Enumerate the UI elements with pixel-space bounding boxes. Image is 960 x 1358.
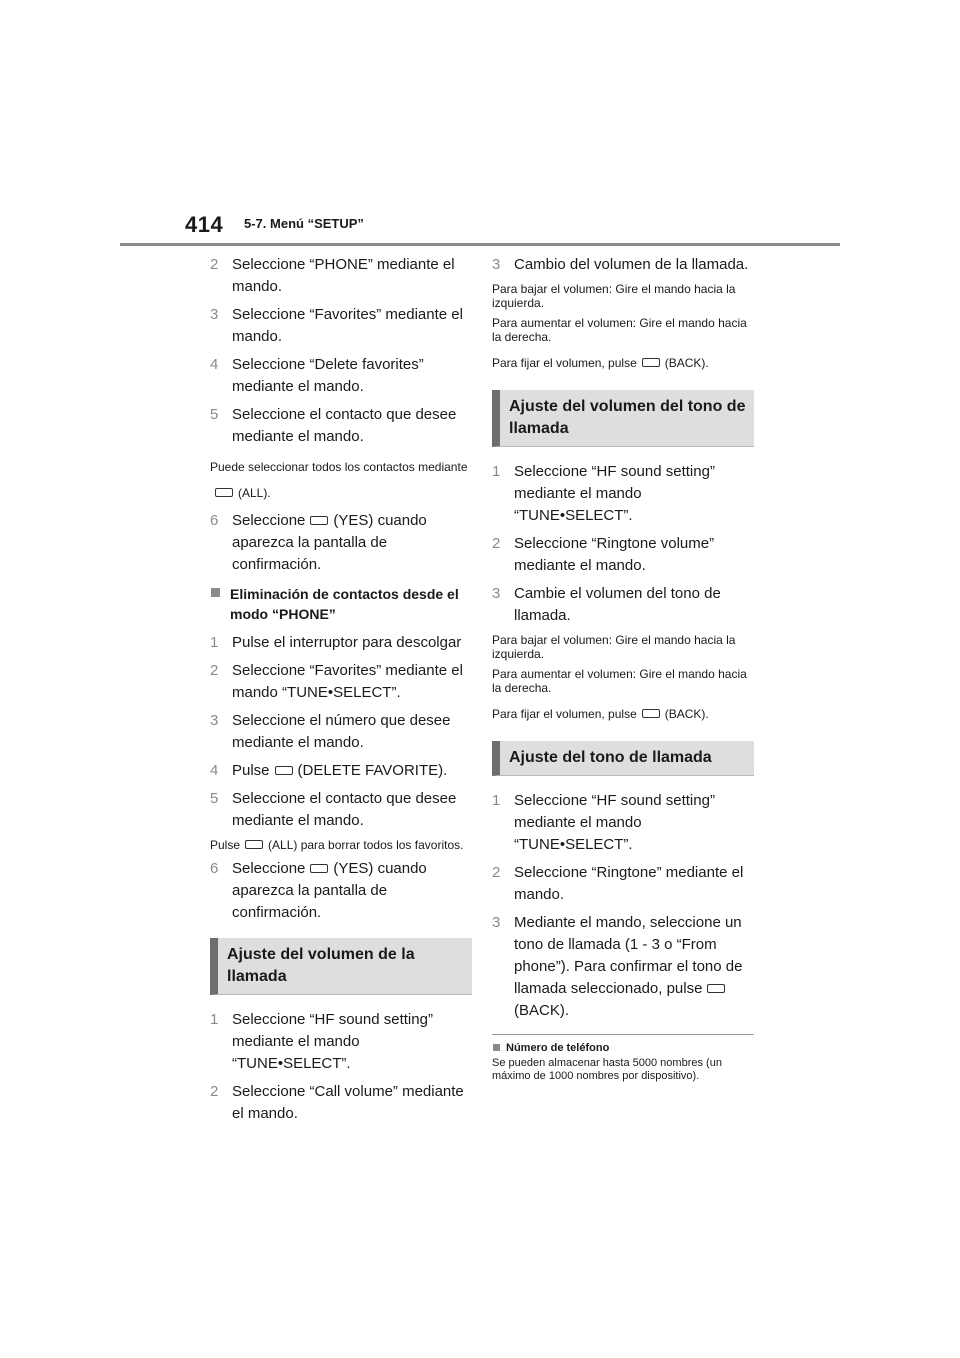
screen-button-icon (275, 766, 293, 775)
page-number: 414 (185, 212, 224, 237)
step-2: 2 Seleccione “Ringtone volume” mediante el mando. (492, 535, 715, 574)
note-delete-all: Pulse (ALL) para borrar todos los favoritos. (210, 838, 464, 852)
note-set-volume: Para fijar el volumen, pulse (BACK). (492, 707, 709, 721)
step-6: 6 Seleccione (YES) cuando aparezca la pantalla de confirmación. (210, 512, 427, 573)
subheading-phone-mode: Eliminación de contactos desde el modo “PHONE” (210, 584, 472, 624)
step-1: 1 Seleccione “HF sound setting” mediante el mando “TUNE•SELECT”. (492, 792, 715, 853)
section-title: 5-7. Menú “SETUP” (244, 216, 364, 231)
note-volume-down: Para bajar el volumen: Gire el mando hacia la izquierda. (492, 633, 736, 661)
screen-button-icon (310, 864, 328, 873)
note-phone-number-body: Se pueden almacenar hasta 5000 nombres (un máximo de 1000 nombres por dispositivo). (492, 1057, 722, 1082)
step-1: 1 Pulse el interruptor para descolgar (210, 634, 462, 651)
step-3: 3 Seleccione el número que desee mediante el mando. (210, 712, 451, 751)
step-5: 5 Seleccione el contacto que desee mediante el mando. (210, 790, 457, 829)
step-1: 1 Seleccione “HF sound setting” mediante el mando “TUNE•SELECT”. (492, 463, 715, 524)
step-2: 2 Seleccione “PHONE” mediante el mando. (210, 256, 455, 295)
screen-button-icon (642, 709, 660, 718)
step-6: 6 Seleccione (YES) cuando aparezca la pantalla de confirmación. (210, 860, 427, 921)
heading-ringtone: Ajuste del tono de llamada (492, 741, 754, 776)
step-1: 1 Seleccione “HF sound setting” mediante el mando “TUNE•SELECT”. (210, 1011, 433, 1072)
note-phone-number-heading: Número de teléfono (492, 1041, 754, 1055)
step-2: 2 Seleccione “Call volume” mediante el mando. (210, 1083, 464, 1122)
heading-call-volume: Ajuste del volumen de la llamada (210, 938, 472, 995)
square-bullet-icon (493, 1044, 500, 1051)
header-rule (120, 243, 840, 246)
note-divider (492, 1034, 754, 1035)
screen-button-icon (215, 488, 233, 497)
note-volume-up: Para aumentar el volumen: Gire el mando hacia la derecha. (492, 667, 747, 695)
step-5: 5 Seleccione el contacto que desee mediante el mando. (210, 406, 457, 445)
step-3: 3 Cambie el volumen del tono de llamada. (492, 585, 721, 624)
square-bullet-icon (211, 588, 220, 597)
screen-button-icon (707, 984, 725, 993)
note-volume-down: Para bajar el volumen: Gire el mando hacia la izquierda. (492, 282, 736, 310)
step-3: 3 Seleccione “Favorites” mediante el mando. (210, 306, 463, 345)
step-4: 4 Pulse (DELETE FAVORITE). (210, 762, 448, 779)
step-2: 2 Seleccione “Favorites” mediante el mando “TUNE•SELECT”. (210, 662, 463, 701)
screen-button-icon (245, 840, 263, 849)
screen-button-icon (642, 358, 660, 367)
note-volume-up: Para aumentar el volumen: Gire el mando hacia la derecha. (492, 316, 747, 344)
step-2: 2 Seleccione “Ringtone” mediante el mando. (492, 864, 744, 903)
note-select-all: Puede seleccionar todos los contactos mediante(ALL). (210, 460, 468, 500)
screen-button-icon (310, 516, 328, 525)
step-3: 3 Cambio del volumen de la llamada. (492, 256, 749, 273)
step-4: 4 Seleccione “Delete favorites” mediante el mando. (210, 356, 424, 395)
note-set-volume: Para fijar el volumen, pulse (BACK). (492, 356, 709, 370)
heading-ringtone-volume: Ajuste del volumen del tono de llamada (492, 390, 754, 447)
left-column (210, 254, 472, 1131)
step-3: 3 Mediante el mando, seleccione un tono de llamada (1 - 3 o “From phone”). Para confirmar el tono de llamada seleccionado, pulse(BACK). (492, 914, 743, 1019)
right-column (492, 254, 754, 1083)
